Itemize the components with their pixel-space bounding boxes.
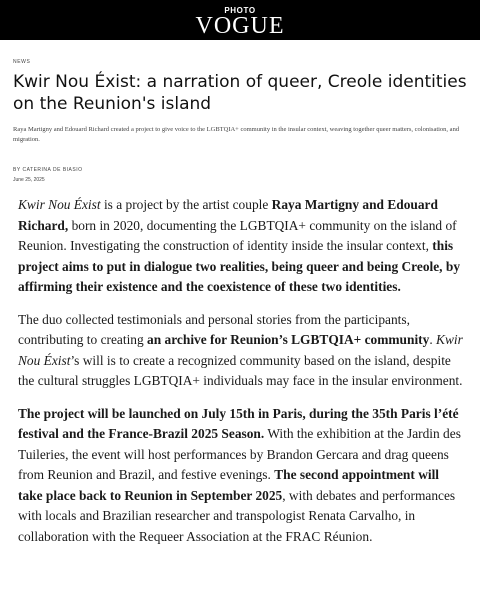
vogue-logo[interactable]: VOGUE — [195, 13, 285, 39]
article-body — [18, 195, 466, 559]
paragraph-3 — [18, 404, 466, 548]
site-header — [0, 0, 480, 40]
text-span: is a project by the artist couple — [100, 197, 272, 212]
article-subtitle: Raya Martigny and Edouard Richard created a project to give voice to the LGBTQIA+ community in the insular context, weaving together queer matters, colonisation, and migration. — [13, 126, 460, 143]
bold-span: Raya Martigny and Edouard Richard, — [18, 197, 438, 233]
project-name-italic: Kwir Nou Éxist — [18, 332, 463, 368]
publish-date: June 25, 2025 — [13, 177, 45, 183]
author-byline[interactable]: BY CATERINA DE BIASIO — [13, 167, 83, 173]
bold-span: The second appointment will take place back to Reunion in September 2025 — [18, 467, 440, 503]
project-name-italic: Kwir Nou Éxist — [18, 197, 101, 212]
bold-span: an archive for Reunion’s LGBTQIA+ community — [147, 332, 430, 347]
brand-subtitle: PHOTO — [224, 6, 256, 15]
text-span: . — [429, 332, 437, 347]
text-span: born in 2020, documenting the LGBTQIA+ community on the island of Reunion. Investigating the construction of identity inside the insular context, — [18, 217, 457, 253]
text-span: ’s will is to create a recognized community based on the island, despite the cultural struggles LGBTQIA+ individuals may face in the insular environment. — [18, 352, 463, 388]
text-span: , with debates and performances with locals and Brazilian researcher and transpologist Renata Carvalho, in collaboration with the Requeer Association at the FRAC Réunion. — [18, 487, 456, 544]
paragraph-1 — [18, 195, 466, 298]
bold-span: The project will be launched on July 15th in Paris, during the 35th Paris l’été festival and the France-Brazil 2025 Season. — [18, 405, 459, 441]
text-span: With the exhibition at the Jardin des Tuileries, the event will host performances by Brandon Gercara and drag queens from Reunion and Brazil, and festive evenings. — [18, 426, 461, 482]
paragraph-2 — [18, 310, 466, 392]
text-span: The duo collected testimonials and personal stories from the participants, contributing to creating — [18, 311, 410, 347]
bold-span: this project aims to put in dialogue two realities, being queer and being Creole, by affirming their existence and the coexistence of these two identities. — [18, 238, 461, 294]
section-label[interactable]: NEWS — [13, 59, 31, 65]
article-title: Kwir Nou Éxist: a narration of queer, Creole identities on the Reunion's island — [13, 72, 467, 114]
